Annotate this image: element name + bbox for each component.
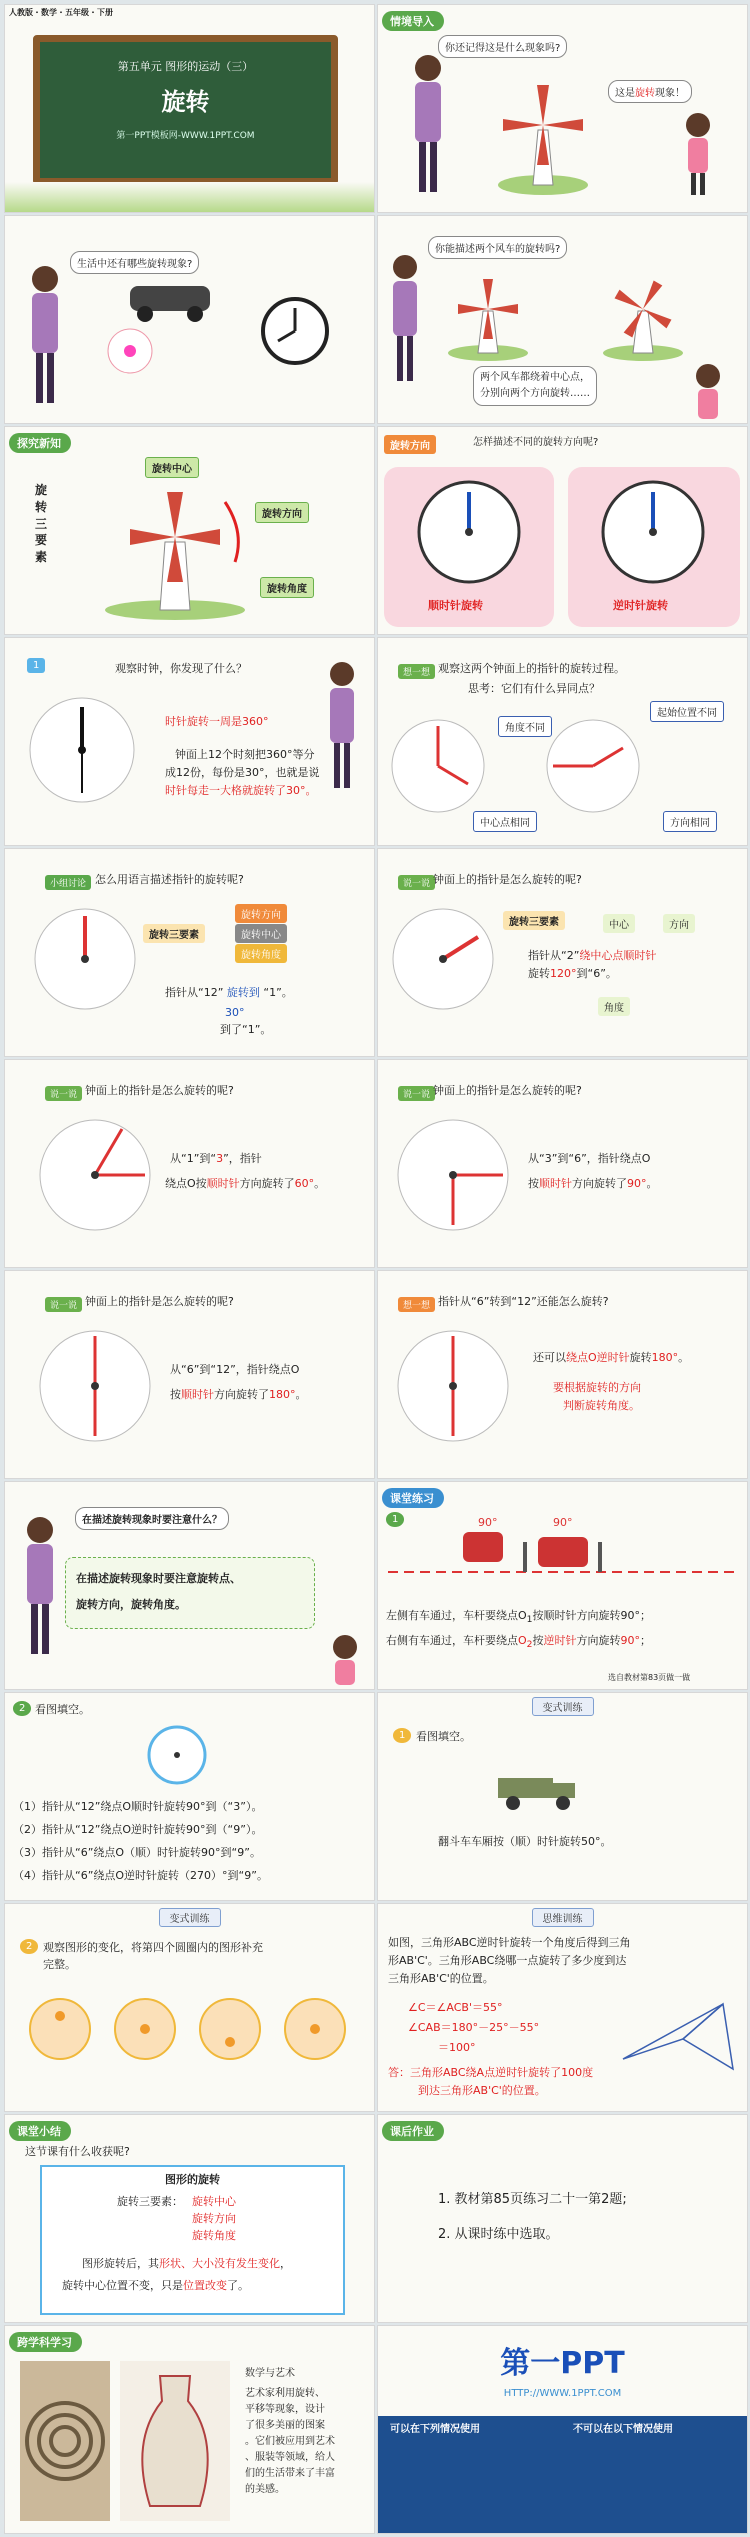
toy-windmill-illustration: [95, 316, 165, 396]
small-clock-icon: [145, 1723, 210, 1788]
exercise-number: 2: [13, 1701, 31, 1716]
element-angle: 旋转角度: [235, 944, 287, 963]
summary-line-1: 图形旋转后，其形状、大小没有发生变化，: [82, 2257, 291, 2270]
clock-right-icon: [543, 716, 643, 816]
section-header: 课后作业: [382, 2121, 444, 2141]
instruction-2: 思考：它们有什么异同点？: [468, 682, 600, 695]
girl-figure: [325, 1632, 365, 1687]
element-center: 旋转中心: [192, 2195, 236, 2208]
exercise-title: 看图填空。: [35, 1703, 90, 1716]
teacher-figure: [320, 658, 365, 798]
homework-1: 1. 教材第85页练习二十一第2题;: [438, 2192, 627, 2207]
vertical-title: 旋 转 三 要 素: [35, 483, 48, 565]
windmill-right-illustration: [598, 271, 688, 361]
slide-thinking: [377, 1903, 748, 2112]
think-tag: 想一想: [398, 664, 435, 679]
item-1: （1）指针从“12”绕点O顺时针旋转90°到（“3”）。: [13, 1800, 263, 1813]
element-direction: 旋转方向: [235, 904, 287, 923]
summary-title: 图形的旋转: [165, 2173, 220, 2186]
item-2: （2）指针从“12”绕点O逆时针旋转90°到（“9”）。: [13, 1823, 263, 1836]
clock-12-1-icon: [30, 904, 140, 1014]
ribbon-label: 思维训练: [532, 1908, 594, 1927]
slide-attention: [4, 1481, 375, 1690]
grass-decoration: [5, 182, 374, 212]
fact-4: 时针每走一大格就旋转了30°。: [165, 784, 317, 797]
section-header: 跨学科学习: [9, 2332, 82, 2352]
fact-1: 时针旋转一周是360°: [165, 715, 269, 728]
discuss-tag: 小组讨论: [45, 875, 91, 890]
footer-panel: [378, 2416, 747, 2534]
answer-line-2: 旋转方向，旋转角度。: [76, 1598, 186, 1611]
solution-3: ＝100°: [438, 2041, 476, 2054]
slide-describe-rotation: [4, 848, 375, 1057]
say-tag: 说一说: [45, 1297, 82, 1312]
question-text: 钟面上的指针是怎么旋转的呢?: [85, 1084, 234, 1097]
answer-bubble: 两个风车都绕着中心点， 分别向两个方向旋转……: [473, 366, 597, 406]
question-text: 指针从“6”转到“12”还能怎么旋转?: [438, 1295, 609, 1308]
question-bubble: 你能描述两个风车的旋转吗?: [428, 236, 567, 259]
slide-summary: [4, 2114, 375, 2323]
slide-interdisciplinary: [4, 2325, 375, 2534]
sentence-2: 按顺时针方向旋转了90°。: [528, 1177, 658, 1190]
clock-6-12-icon: [35, 1326, 155, 1446]
say-tag: 说一说: [398, 875, 435, 890]
spiral-staircase-image: [20, 2361, 110, 2521]
section-header: 探究新知: [9, 433, 71, 453]
slide-direction: [377, 426, 748, 635]
callout-start: 起始位置不同: [650, 701, 724, 722]
question-bubble: 你还记得这是什么现象吗?: [438, 35, 567, 58]
question-text: 怎么用语言描述指针的旋转呢?: [95, 873, 244, 886]
fact-2: 钟面上12个时刻把360°等分: [175, 748, 315, 761]
instruction-1: 观察这两个钟面上的指针的旋转过程。: [438, 662, 625, 675]
instruction-2: 完整。: [43, 1958, 76, 1971]
sentence-2: 按顺时针方向旋转了180°。: [170, 1388, 307, 1401]
slide-two-windmills: [377, 215, 748, 424]
slide-exercise-1: [377, 1481, 748, 1690]
answer-line-1: 在描述旋转现象时要注意旋转点、: [76, 1572, 241, 1585]
section-header: 课堂练习: [382, 1488, 444, 1508]
sentence-2: 到了“1”。: [220, 1023, 272, 1036]
summary-box: [40, 2165, 345, 2315]
element-angle: 角度: [598, 997, 630, 1016]
question-text: 钟面上的指针是怎么旋转的呢?: [433, 1084, 582, 1097]
callout-center: 中心点相同: [473, 811, 537, 832]
fact-3: 成12份，每份是30°，也就是说: [165, 766, 320, 779]
windmill-diagram: [95, 482, 255, 622]
hint-2: 判断旋转角度。: [563, 1399, 640, 1412]
solution-2: ∠CAB＝180°－25°－55°: [408, 2021, 540, 2034]
clock-cw-icon: [414, 477, 524, 587]
cw-label: 顺时针旋转: [428, 599, 483, 612]
ribbon-label: 变式训练: [159, 1908, 221, 1927]
solution-1: ∠C＝∠ACB'＝55°: [408, 2001, 503, 2014]
topic-body: 艺术家利用旋转、 平移等现象，设计 了很多美丽的图案 。它们被应用到艺术 、服装等领域，给人 们的生活带来了丰富 的美感。: [245, 2388, 335, 2495]
section-header: 情境导入: [382, 11, 444, 31]
question-text: 这节课有什么收获呢?: [25, 2145, 130, 2158]
label-angle: 旋转角度: [260, 577, 314, 598]
direction-tag: 旋转方向: [384, 435, 436, 454]
problem-1: 如图，三角形ABC逆时针旋转一个角度后得到三角: [388, 1936, 631, 1949]
question-text: 钟面上的指针是怎么旋转的呢?: [85, 1295, 234, 1308]
slide-variant-1: [377, 1692, 748, 1901]
solution-5: 到达三角形AB'C'的位置。: [418, 2084, 546, 2097]
clock-6-12-ccw-icon: [393, 1326, 513, 1446]
teacher-figure: [15, 1512, 65, 1662]
ccw-label: 逆时针旋转: [613, 599, 668, 612]
element-angle: 旋转角度: [192, 2229, 236, 2242]
slide-say-6-12: [4, 1270, 375, 1479]
source-note: 选自教材第83页做一做: [608, 1673, 691, 1682]
teacher-figure: [383, 251, 428, 391]
summary-line-2: 旋转中心位置不变，只是位置改变了。: [62, 2279, 249, 2292]
clock-ccw-icon: [598, 477, 708, 587]
sentence-2: 旋转120°到“6”。: [528, 967, 617, 980]
answer-line: 翻斗车车厢按（顺）时针旋转50°。: [438, 1835, 612, 1848]
slide-say-1-3: [4, 1059, 375, 1268]
girl-figure: [688, 361, 728, 421]
clock-2-6-icon: [388, 904, 498, 1014]
hint-1: 要根据旋转的方向: [553, 1381, 641, 1394]
slide-variant-2: [4, 1903, 375, 2112]
exercise-title: 看图填空。: [416, 1730, 471, 1743]
question-text: 观察时钟，你发现了什么？: [115, 662, 247, 675]
step-number: 1: [27, 658, 45, 673]
sentence-1: 还可以绕点O逆时针旋转180°。: [533, 1351, 690, 1364]
exercise-number: 1: [393, 1728, 411, 1743]
question-bubble: 生活中还有哪些旋转现象?: [70, 251, 199, 274]
question-text: 怎样描述不同的旋转方向呢?: [473, 437, 599, 448]
slide-homework: [377, 2114, 748, 2323]
label-center: 旋转中心: [145, 457, 199, 478]
clock-3-6-icon: [393, 1115, 513, 1235]
instruction-1: 观察图形的变化，将第四个圆圈内的图形补充: [43, 1941, 263, 1954]
teacher-figure: [20, 261, 70, 411]
slide-three-elements: [4, 426, 375, 635]
key-label: 旋转三要素: [143, 924, 205, 943]
label-direction: 旋转方向: [255, 502, 309, 523]
element-center: 旋转中心: [235, 924, 287, 943]
slide-intro: [377, 4, 748, 213]
elements-label: 旋转三要素：: [117, 2195, 183, 2208]
slide-say-2-6: [377, 848, 748, 1057]
homework-2: 2. 从课时练中选取。: [438, 2227, 559, 2242]
brand-logo: 第一PPT: [500, 2346, 625, 2381]
teacher-figure: [403, 50, 453, 200]
ribbon-label: 变式训练: [532, 1697, 594, 1716]
slide-exercise-2: [4, 1692, 375, 1901]
question-text: 钟面上的指针是怎么旋转的呢?: [433, 873, 582, 886]
exercise-number: 1: [386, 1512, 404, 1527]
answer-bubble: 这是旋转现象！: [608, 80, 692, 103]
clock-12-icon: [25, 693, 140, 808]
sentence-1: 从“1”到“3”，指针: [170, 1152, 262, 1165]
site-label: 第一PPT模板网-WWW.1PPT.COM: [116, 131, 255, 141]
sentence-1: 指针从“2”绕中心点顺时针: [528, 949, 657, 962]
angle-left: 90°: [478, 1516, 498, 1529]
forbidden-title: 不可以在以下情况使用: [573, 2424, 673, 2435]
slide-observe-clock: [4, 637, 375, 846]
answer-box: [65, 1557, 315, 1629]
slide-cover: [4, 4, 375, 213]
clock-left-icon: [388, 716, 488, 816]
lesson-title: 旋转: [161, 88, 210, 116]
sentence-1: 从“3”到“6”，指针绕点O: [528, 1152, 651, 1165]
vase-image: [120, 2361, 230, 2521]
pattern-circles: [20, 1994, 360, 2064]
item-4: （4）指针从“6”绕点O逆时针旋转（270）°到“9”。: [13, 1869, 268, 1882]
windmill-illustration: [498, 75, 588, 195]
problem-3: 三角形AB'C'的位置。: [388, 1972, 494, 1985]
say-tag: 说一说: [398, 1086, 435, 1101]
clock-1-3-icon: [35, 1115, 155, 1235]
dump-truck-illustration: [488, 1763, 588, 1813]
callout-angle: 角度不同: [498, 716, 552, 737]
say-tag: 说一说: [45, 1086, 82, 1101]
section-header: 课堂小结: [9, 2121, 71, 2141]
girl-figure: [678, 110, 718, 200]
allowed-title: 可以在下列情况使用: [390, 2424, 480, 2435]
chalkboard: [33, 35, 338, 185]
sentence-2: 右侧有车通过，车杆要绕点$O_2$按逆时针方向旋转90°；: [386, 1634, 651, 1651]
exercise-number: 2: [20, 1939, 38, 1954]
element-direction: 旋转方向: [192, 2212, 236, 2225]
sentence-1: 左侧有车通过，车杆要绕点$O_1$按顺时针方向旋转90°；: [386, 1609, 651, 1626]
item-3: （3）指针从“6”绕点O（顺）时针旋转90°到“9”。: [13, 1846, 261, 1859]
angle-30: 30°: [225, 1006, 245, 1019]
element-direction: 方向: [663, 914, 695, 933]
unit-title: 第五单元 图形的运动（三）: [117, 60, 254, 73]
topic-title: 数学与艺术: [245, 2368, 295, 2379]
question-bubble: 在描述旋转现象时要注意什么？: [75, 1507, 229, 1530]
callout-direction: 方向相同: [663, 811, 717, 832]
think-tag: 想一想: [398, 1297, 435, 1312]
sentence-1: 从“6”到“12”，指针绕点O: [170, 1363, 300, 1376]
wall-clock-icon: [260, 296, 330, 366]
windmill-left-illustration: [443, 271, 533, 361]
triangle-diagram: [613, 1999, 743, 2079]
slide-compare-clocks: [377, 637, 748, 846]
sentence-2: 绕点O按顺时针方向旋转了60°。: [165, 1177, 326, 1190]
key-label: 旋转三要素: [503, 911, 565, 930]
solution-4: 答：三角形ABC绕A点逆时针旋转了100度: [388, 2066, 594, 2079]
slide-think-6-12: [377, 1270, 748, 1479]
slide-examples: [4, 215, 375, 424]
sentence-1: 指针从“12” 旋转到 “1”。: [165, 986, 293, 999]
problem-2: 形AB'C'。三角形ABC绕哪一点旋转了多少度到达: [388, 1954, 627, 1967]
edition-label: 人教版・数学・五年级・下册: [9, 8, 113, 17]
slide-say-3-6: [377, 1059, 748, 1268]
brand-url: HTTP://WWW.1PPT.COM: [503, 2388, 622, 2399]
slide-end: [377, 2325, 748, 2534]
angle-right: 90°: [553, 1516, 573, 1529]
element-center: 中心: [603, 914, 635, 933]
